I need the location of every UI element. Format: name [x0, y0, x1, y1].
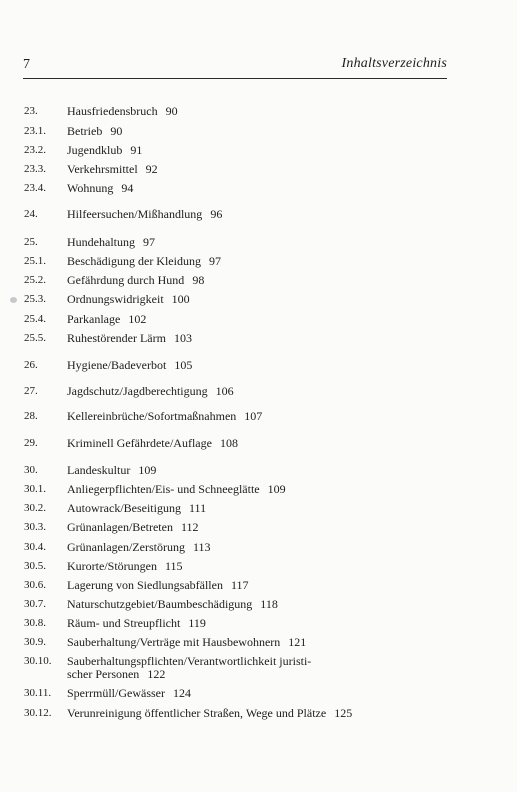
toc-entry-text: Anliegerpflichten/Eis- und Schneeglätte: [67, 482, 260, 496]
toc-entry-text: Jugendklub: [67, 143, 123, 157]
toc-entry-title: [67, 163, 407, 176]
toc-entry-title: [67, 410, 407, 423]
toc-entry-page: 107: [244, 409, 263, 423]
toc-entry-text: Landeskultur: [67, 463, 131, 477]
toc-entry-page: 125: [334, 706, 353, 720]
toc-entry-title: [67, 437, 407, 450]
toc-entry-number: 23.: [24, 105, 38, 117]
toc-entry-title: [67, 636, 407, 649]
toc-entry-title: [67, 655, 407, 681]
toc-entry-title: [67, 521, 407, 534]
toc-entry-title: [67, 579, 407, 592]
toc-entry-text: Hausfriedensbruch: [67, 104, 158, 118]
toc-entry-page: 118: [260, 597, 278, 611]
toc-entry-number: 25.: [24, 236, 38, 248]
toc-entry-title: [67, 293, 407, 306]
toc-entry-page: 106: [215, 384, 234, 398]
toc-entry-text: Ruhestörender Lärm: [67, 331, 166, 345]
toc-entry-page: 105: [174, 358, 193, 372]
toc-entry-title: [67, 255, 407, 268]
toc-entry-text: Betrieb: [67, 124, 103, 138]
toc-entry-text: Verunreinigung öffentlicher Straßen, Wege und Plätze: [67, 706, 327, 720]
toc-entry-text: Gefährdung durch Hund: [67, 273, 185, 287]
toc-entry-page: 111: [188, 501, 207, 515]
toc-entry-text: Kriminell Gefährdete/Auflage: [67, 436, 212, 450]
toc-entry-text: Hygiene/Badeverbot: [67, 358, 167, 372]
page-number: 7: [23, 57, 30, 72]
toc-entry-title: [67, 125, 407, 138]
toc-entry-text: Hundehaltung: [67, 235, 135, 249]
toc-entry-page: 112: [180, 520, 199, 534]
toc-entry-text: Grünanlagen/Betreten: [67, 520, 173, 534]
toc-entry-text: Sperrmüll/Gewässer: [67, 686, 165, 700]
toc-entry-page: 119: [188, 616, 206, 630]
toc-entry-number: 29.: [24, 437, 38, 449]
toc-entry-text: Räum- und Streupflicht: [67, 616, 181, 630]
toc-entry-title: [67, 598, 407, 611]
toc-entry-title: [67, 385, 407, 398]
toc-entry-title: [67, 464, 407, 477]
toc-entry-number: 23.4.: [24, 182, 46, 194]
toc-entry-text: Grünanlagen/Zerstörung: [67, 540, 185, 554]
toc-entry-number: 30.6.: [24, 579, 46, 591]
toc-entry-title: [67, 182, 407, 195]
toc-entry-number: 23.1.: [24, 125, 46, 137]
toc-entry-number: 23.3.: [24, 163, 46, 175]
toc-entry-number: 26.: [24, 359, 38, 371]
toc-entry-number: 30.1.: [24, 483, 46, 495]
toc-entry-text: Kellereinbrüche/Sofortmaßnahmen: [67, 409, 237, 423]
toc-entry-page: 96: [210, 207, 223, 221]
toc-entry-number: 28.: [24, 410, 38, 422]
toc-entry-text: Ordnungswidrigkeit: [67, 292, 164, 306]
toc-entry-text: Sauberhaltung/Verträge mit Hausbewohnern: [67, 635, 281, 649]
toc-entry-number: 30.2.: [24, 502, 46, 514]
toc-entry-page: 97: [143, 235, 155, 249]
toc-entry-text: Verkehrsmittel: [67, 162, 138, 176]
toc-entry-title: [67, 274, 407, 287]
running-title: Inhaltsverzeichnis: [341, 56, 447, 71]
toc-entry-title: [67, 236, 407, 249]
toc-entry-text: Jagdschutz/Jagdberechtigung: [67, 384, 208, 398]
toc-entry-number: 25.5.: [24, 332, 46, 344]
toc-entry-number: 30.7.: [24, 598, 46, 610]
toc-entry-number: 30.5.: [24, 560, 46, 572]
toc-entry-page: 102: [128, 312, 147, 326]
toc-entry-page: 94: [121, 181, 134, 195]
toc-entry-number: 30.12.: [24, 707, 52, 719]
toc-entry-page: 109: [138, 463, 157, 477]
toc-entry-number: 24.: [24, 208, 38, 220]
toc-entry-page: 91: [130, 143, 143, 157]
toc-entry-number: 30.3.: [24, 521, 46, 533]
toc-entry-page: 122: [147, 667, 166, 681]
toc-entry-number: 30.10.: [24, 655, 52, 667]
toc-entry-number: 27.: [24, 385, 38, 397]
toc-entry-number: 25.3.: [24, 293, 46, 305]
toc-entry-number: 25.2.: [24, 274, 46, 286]
toc-entry-number: 30.8.: [24, 617, 46, 629]
toc-entry-title: [67, 313, 407, 326]
toc-entry-page: 103: [173, 331, 192, 345]
toc-entry-page: 115: [164, 559, 183, 573]
toc-entry-text-continued: scher Personen: [67, 667, 140, 681]
toc-entry-text: Lagerung von Siedlungsabfällen: [67, 578, 223, 592]
toc-entry-page: 124: [172, 686, 191, 700]
toc-entry-number: 30.11.: [24, 687, 52, 699]
toc-entry-title: [67, 483, 407, 496]
toc-entry-title: [67, 332, 407, 345]
toc-entry-number: 23.2.: [24, 144, 46, 156]
toc-entry-title: [67, 707, 407, 720]
toc-entry-title: [67, 208, 407, 221]
toc-entry-text: Kurorte/Störungen: [67, 559, 157, 573]
toc-entry-text: Beschädigung der Kleidung: [67, 254, 201, 268]
toc-entry-page: 97: [208, 254, 221, 268]
toc-entry-page: 100: [171, 292, 190, 306]
toc-entry-text: Hilfeersuchen/Mißhandlung: [67, 207, 203, 221]
toc-entry-page: 90: [165, 104, 178, 118]
toc-entry-title: [67, 359, 407, 372]
toc-entry-page: 90: [110, 124, 123, 138]
toc-entry-number: 30.: [24, 464, 38, 476]
toc-entry-text: Naturschutzgebiet/Baumbeschädigung: [67, 597, 253, 611]
toc-entry-title: [67, 541, 407, 554]
toc-entry-page: 98: [192, 273, 205, 287]
toc-entry-page: 117: [230, 578, 249, 592]
toc-entry-number: 25.1.: [24, 255, 46, 267]
toc-entry-title: [67, 502, 407, 515]
toc-entry-page: 108: [219, 436, 238, 450]
toc-entry-text: Autowrack/Beseitigung: [67, 501, 181, 515]
toc-entry-title: [67, 687, 407, 700]
toc-entry-text: Parkanlage: [67, 312, 121, 326]
toc-entry-number: 25.4.: [24, 313, 46, 325]
toc-entry-page: 92: [145, 162, 158, 176]
toc-entry-page: 113: [192, 540, 211, 554]
toc-entry-title: [67, 560, 407, 573]
toc-entry-page: 121: [288, 635, 307, 649]
toc-entry-number: 30.9.: [24, 636, 46, 648]
toc-entry-number: 30.4.: [24, 541, 46, 553]
toc-entry-title: [67, 617, 407, 630]
toc-entry-title: [67, 105, 407, 118]
toc-entry-title: [67, 144, 407, 157]
toc-entry-text: Sauberhaltungspflichten/Verantwortlichkeit juristi-: [67, 654, 312, 668]
toc-entry-page: 109: [267, 482, 286, 496]
toc-entry-text: Wohnung: [67, 181, 114, 195]
